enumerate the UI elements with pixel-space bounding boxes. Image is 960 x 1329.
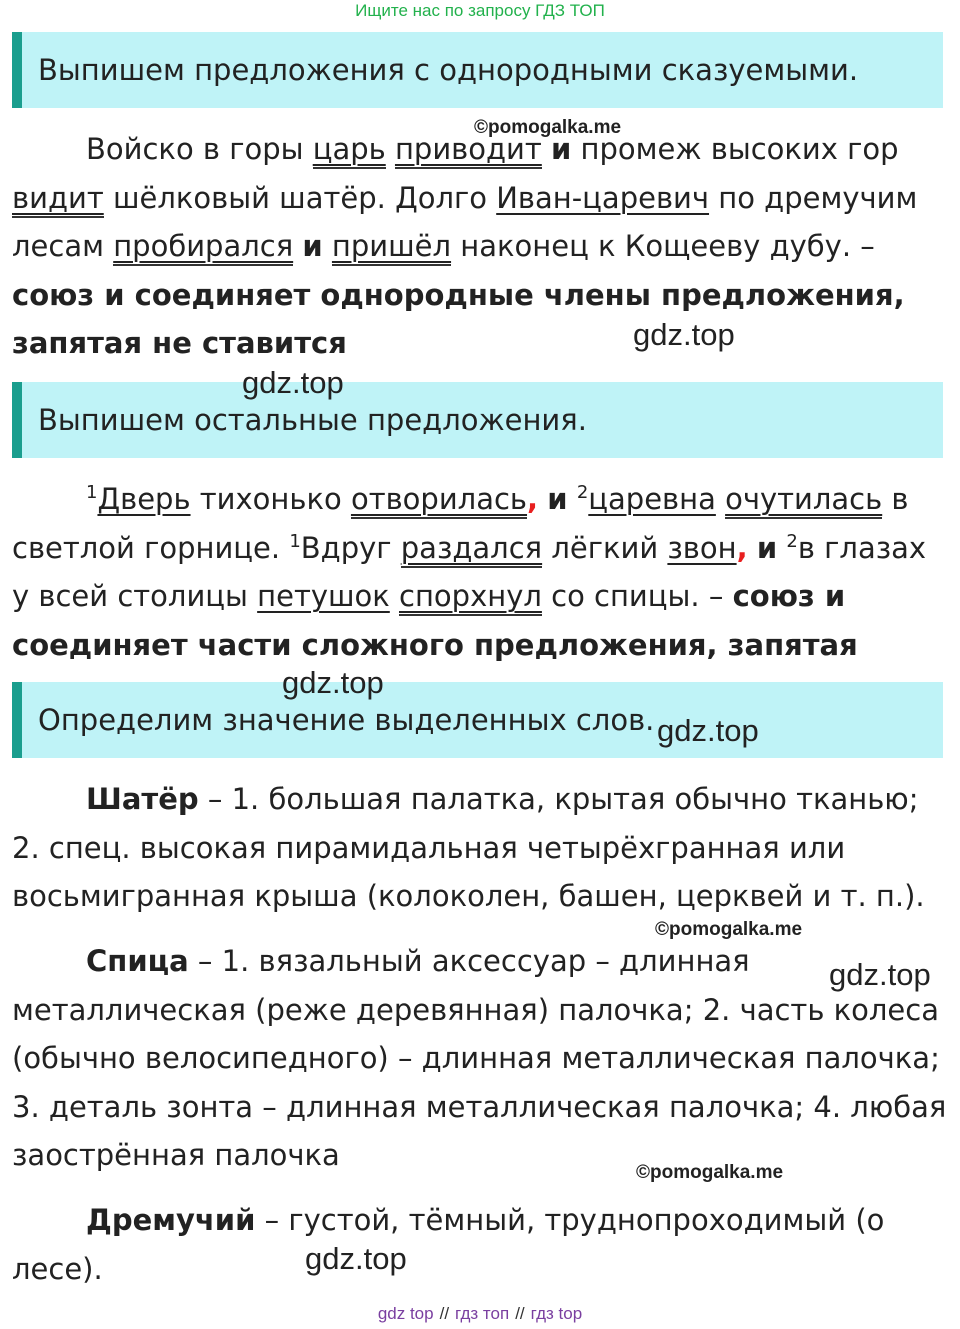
footer-link[interactable]: гдз топ [455, 1304, 510, 1323]
conjunction-bold: и [756, 530, 778, 565]
section-title-2: Выпишем остальные предложения. [38, 403, 587, 437]
subject-word: царевна [588, 482, 716, 516]
watermark-gdz: gdz.top [633, 317, 735, 352]
paragraph-complex-sentences: $^1$Дверь тихонько отворилась, и $^2$царевна очутилась в светлой горнице. $^1$Вдруг раздался лёгкий звон, и $^2$в глазах у всей столицы петушок спорхнул со спицы. – союз и соединяет части сложного предложения, запятая [12, 475, 947, 718]
conjunction-bold: и [547, 482, 568, 516]
predicate-word: пришёл [332, 229, 451, 266]
comma-mark: , [736, 530, 748, 565]
subject-word: царь [313, 132, 386, 169]
header-note: Ищите нас по запросу ГДЗ ТОП [355, 1, 605, 20]
definition-term: Шатёр [86, 782, 199, 816]
footer-link[interactable]: gdz top [377, 1304, 434, 1323]
predicate-word: очутилась [725, 482, 882, 519]
watermark-gdz: gdz.top [305, 1241, 407, 1276]
watermark-gdz: gdz.top [657, 713, 759, 748]
subject-word: Иван-царевич [496, 180, 710, 215]
definition-spitsa [12, 937, 947, 1180]
predicate-word: раздался [401, 531, 542, 568]
predicate-word: спорхнул [399, 579, 542, 616]
subject-word: петушок [257, 579, 390, 614]
footer-links: gdz top // гдз топ // гдз top [377, 1304, 583, 1323]
definition-term: Дремучий [86, 1203, 256, 1237]
watermark-gdz: gdz.top [282, 665, 384, 700]
definition-shatyor [12, 775, 947, 921]
section-title-1: Выпишем предложения с однородными сказуемыми. [38, 53, 859, 87]
predicate-word: отворилась [351, 482, 527, 519]
predicate-word: пробирался [113, 229, 293, 266]
conjunction-bold: и [302, 229, 323, 264]
comma-mark: , [527, 482, 539, 516]
subject-word: Дверь [97, 482, 191, 516]
section-banner-1 [12, 32, 943, 108]
watermark-pomogalka: ©pomogalka.me [655, 919, 803, 940]
definition-dremuchiy [12, 1196, 947, 1293]
predicate-word: видит [12, 181, 104, 218]
paragraph-homogeneous-predicates: Войско в горы царь приводит и промеж высоких гор видит шёлковый шатёр. Долго Иван-царевич по дремучим лесам пробирался и пришёл наконец к Кощееву дубу. – союз и соединяет однородные члены предложения, запятая не ставится [12, 132, 918, 361]
watermark-pomogalka: ©pomogalka.me [474, 117, 622, 138]
watermark-pomogalka: ©pomogalka.me [636, 1162, 784, 1183]
section-banner-2 [12, 382, 943, 458]
footer-link[interactable]: гдз top [530, 1304, 583, 1323]
rule-conclusion: союз и соединяет однородные члены предложения, запятая не ставится [12, 277, 905, 361]
watermark-gdz: gdz.top [829, 957, 931, 992]
subject-word: звон [667, 530, 737, 565]
definition-term: Спица [86, 944, 189, 978]
section-title-3: Определим значение выделенных слов. [38, 703, 655, 737]
definition-text: – 1. большая палатка, крытая обычно тканью; 2. спец. высокая пирамидальная четырёхгранная или восьмигранная крыша (колоколен, башен, церквей и т. п.). [12, 782, 925, 914]
definition-text: – 1. вязальный аксессуар – длинная металлическая (реже деревянная) палочка; 2. часть колеса (обычно велосипедного) – длинная металлическая палочка; 3. деталь зонта – длинная металлическая палочка; 4. любая заострённая палочка [12, 944, 947, 1173]
predicate-word: приводит [395, 132, 542, 169]
conjunction-bold: и [551, 132, 572, 166]
definition-text: – густой, тёмный, труднопроходимый (о лесе). [12, 1203, 885, 1286]
section-banner-3 [12, 682, 943, 758]
watermark-gdz: gdz.top [242, 365, 344, 400]
rule-conclusion: союз и соединяет части сложного предложения, запятая [12, 579, 858, 662]
